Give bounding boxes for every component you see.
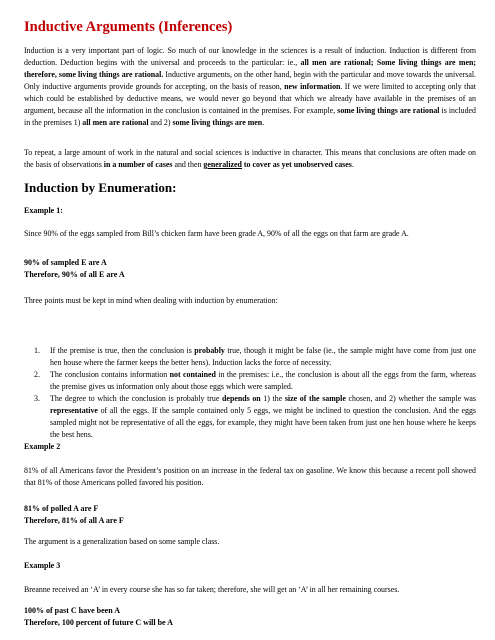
- intro-paragraph: [24, 45, 476, 129]
- bold-run: to cover as yet unobserved cases: [241, 160, 352, 169]
- text-run: 1) the: [260, 394, 285, 403]
- text-run: To repeat, a large amount of work in the natural and social sciences is inductive in character. This means that conclusions are often made on the basis of observations: [24, 148, 476, 169]
- form-line: Therefore, 90% of all E are A: [24, 270, 125, 279]
- text-run: The degree to which the conclusion is probably true: [50, 394, 223, 403]
- points-list: [24, 345, 476, 441]
- list-number: 2.: [34, 370, 40, 379]
- example-1-label: Example 1:: [24, 206, 63, 215]
- example-3-label: Example 3: [24, 561, 61, 570]
- example-3-text: Breanne received an ‘A’ in every course she has so far taken; therefore, she will get an ‘A’ in all her remaining courses.: [24, 585, 400, 594]
- example-2-form: [24, 503, 124, 527]
- example-1-text: Since 90% of the eggs sampled from Bill’s chicken farm have been grade A, 90% of all the eggs on that farm are grade A.: [24, 229, 409, 238]
- example-2-note: The argument is a generalization based on some sample class.: [24, 537, 220, 546]
- bold-run: new information: [284, 82, 341, 91]
- list-number: 1.: [34, 346, 40, 355]
- text-run: . If we were limited to accepting only that which could be established by deductive means, we would never go beyond that which we already have available in the premises of an argument, because all the information in the conclusion is contained in the premises. For example,: [24, 82, 476, 115]
- section-heading: Induction by Enumeration:: [24, 180, 177, 195]
- text-run: true, though it might be false (ie., the sample might have come from just one hen house where the farmer keeps the better hens). Induction lacks the force of necessity.: [50, 346, 476, 367]
- text-run: .: [351, 160, 354, 169]
- bold-run: some living things are rational: [337, 106, 440, 115]
- text-run: The conclusion contains information: [50, 370, 170, 379]
- text-run: and then: [172, 160, 204, 169]
- list-item: [24, 393, 476, 441]
- list-number: 3.: [34, 394, 40, 403]
- bold-run: representative: [50, 406, 98, 415]
- text-run: of all the eggs. If the sample contained only 5 eggs, we might be inclined to question the conclusion. And the eggs sampled might not be representative of all the eggs, for example, they might have been taken from just one hen house where he keeps the best hens.: [50, 406, 476, 439]
- example-3-form: [24, 605, 173, 629]
- list-item: [24, 369, 476, 393]
- text-run: .: [262, 118, 265, 127]
- repeat-paragraph: [24, 147, 476, 171]
- example-1-form: [24, 257, 125, 281]
- underlined-run: generalized: [203, 160, 242, 169]
- bold-run: some living things are men: [172, 118, 263, 127]
- form-line: 90% of sampled E are A: [24, 258, 107, 267]
- points-intro: Three points must be kept in mind when dealing with induction by enumeration:: [24, 296, 278, 305]
- page-title: Inductive Arguments (Inferences): [24, 19, 233, 35]
- bold-run: not contained: [169, 370, 216, 379]
- text-run: is included in the premises 1): [24, 106, 477, 127]
- bold-run: probably: [194, 346, 225, 355]
- example-2-text: 81% of all Americans favor the President’s position on an increase in the federal tax on gasoline. We know this because a recent poll showed that 81% of those Americans polled favored his position.: [24, 466, 476, 487]
- form-line: 81% of polled A are F: [24, 504, 99, 513]
- text-run: If the premise is true, then the conclusion is: [50, 346, 195, 355]
- bold-run: all men are rational; Some living things are men; therefore, some living things are rational.: [24, 58, 476, 79]
- list-item: [24, 345, 476, 369]
- form-line: Therefore, 81% of all A are F: [24, 516, 124, 525]
- bold-run: size of the sample: [284, 394, 346, 403]
- text-run: and 2): [148, 118, 173, 127]
- text-run: chosen, and 2) whether the sample was: [345, 394, 477, 403]
- example-2-label: Example 2: [24, 442, 61, 451]
- form-line: Therefore, 100 percent of future C will be A: [24, 618, 173, 627]
- text-run: Inductive arguments, on the other hand, begin with the particular and move towards the universal. Only inductive arguments provide grounds for accepting, on the basis of reason,: [24, 70, 476, 91]
- text-run: Induction is a very important part of logic. So much of our knowledge in the sciences is a result of induction. Induction is different from deduction. Deduction begins with the universal and proceeds to the particular: ie.,: [24, 46, 476, 67]
- bold-run: depends on: [222, 394, 261, 403]
- bold-run: all men are rational: [82, 118, 149, 127]
- text-run: in the premises: i.e., the conclusion is about all the eggs from the farm, whereas the premise gives us information only about those eggs which were sampled.: [50, 370, 476, 391]
- form-line: 100% of past C have been A: [24, 606, 121, 615]
- bold-run: in a number of cases: [103, 160, 173, 169]
